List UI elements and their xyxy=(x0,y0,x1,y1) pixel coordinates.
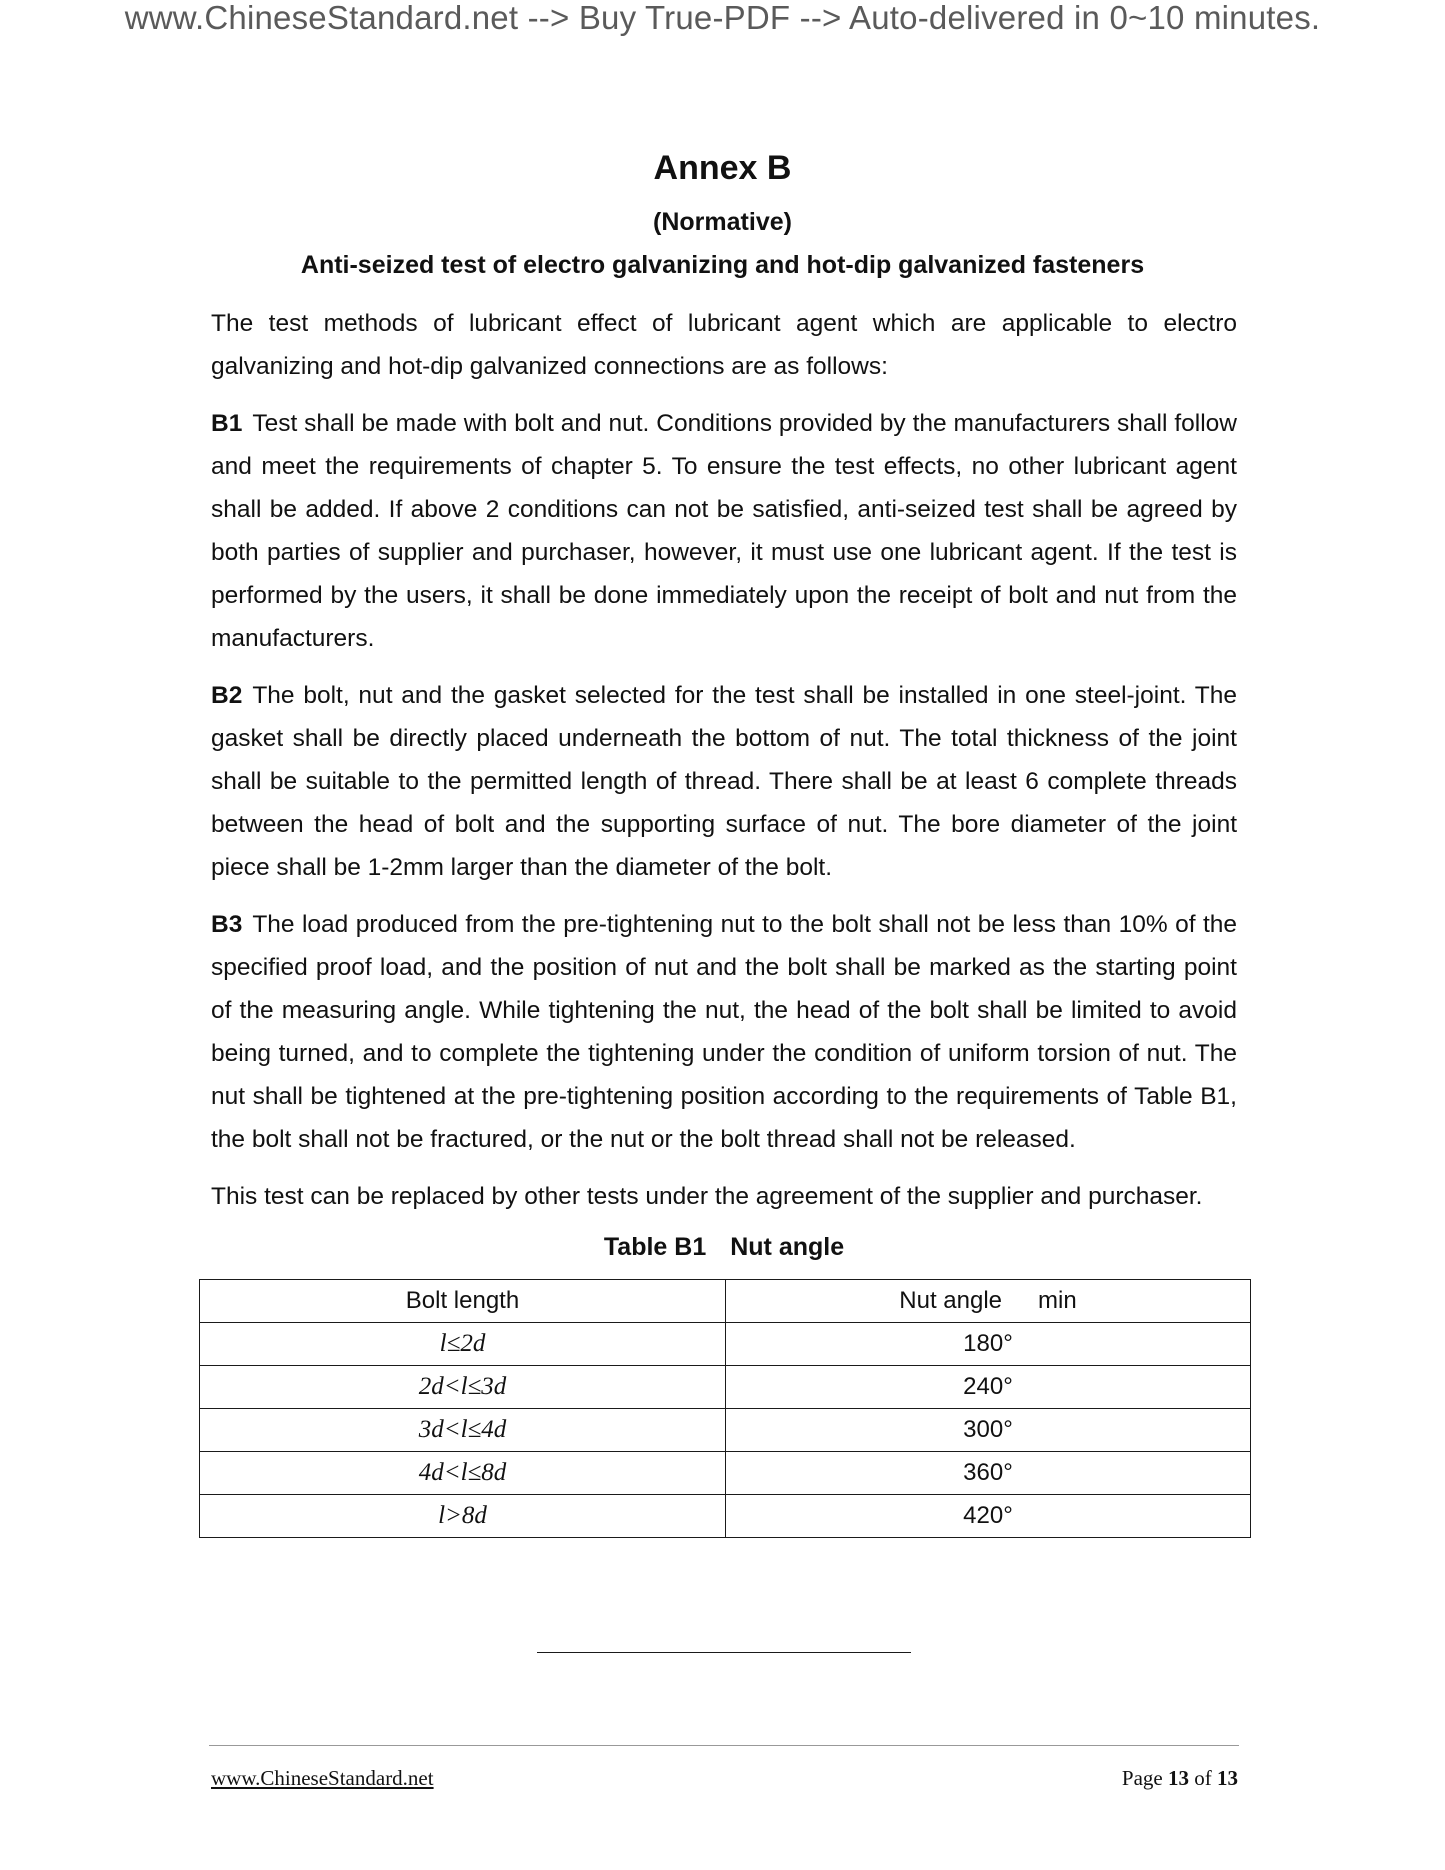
table-caption xyxy=(211,1232,1237,1262)
page-of: of xyxy=(1194,1766,1212,1790)
page-number xyxy=(1122,1766,1238,1791)
bolt-length-cell: 4d<l≤8d xyxy=(200,1452,726,1495)
page-total: 13 xyxy=(1217,1766,1238,1790)
closing-paragraph: This test can be replaced by other tests under the agreement of the supplier and purchaser. xyxy=(211,1183,1203,1210)
table-name: Nut angle xyxy=(730,1233,845,1261)
table-row xyxy=(200,1409,1251,1452)
promo-banner[interactable]: www.ChineseStandard.net --> Buy True-PDF --> Auto-delivered in 0~10 minutes. xyxy=(124,0,1321,36)
clause-b1 xyxy=(211,402,1237,660)
table-header-row xyxy=(200,1280,1251,1323)
header-bolt-length: Bolt length xyxy=(200,1280,726,1323)
bolt-length-cell: 3d<l≤4d xyxy=(200,1409,726,1452)
annex-body xyxy=(211,302,1237,1274)
clause-b3 xyxy=(211,903,1237,1161)
header-unit: min xyxy=(1038,1287,1077,1314)
page-prefix: Page xyxy=(1121,1766,1163,1790)
nut-angle-cell: 360° xyxy=(726,1452,1251,1495)
footer-divider xyxy=(209,1745,1239,1746)
page-current: 13 xyxy=(1168,1766,1189,1790)
nut-angle-cell: 420° xyxy=(726,1495,1251,1538)
clause-number: B3 xyxy=(211,911,243,938)
annex-heading: Anti-seized test of electro galvanizing and hot-dip galvanized fasteners xyxy=(300,251,1145,279)
table-row xyxy=(200,1452,1251,1495)
annex-title: Annex B xyxy=(653,149,792,187)
end-of-annex-rule xyxy=(537,1652,911,1653)
clause-text: Test shall be made with bolt and nut. Conditions provided by the manufacturers shall follow and meet the requirements of chapter 5. To ensure the test effects, no other lubricant agent shall be added. If above 2 conditions can not be satisfied, anti-seized test shall be agreed by both parties of supplier and purchaser, however, it must use one lubricant agent. If the test is performed by the users, it shall be done immediately upon the receipt of bolt and nut from the manufacturers. xyxy=(211,410,1237,652)
nut-angle-table xyxy=(199,1279,1251,1538)
table-row xyxy=(200,1495,1251,1538)
nut-angle-cell: 300° xyxy=(726,1409,1251,1452)
nut-angle-cell: 240° xyxy=(726,1366,1251,1409)
table-number: Table B1 xyxy=(603,1233,707,1261)
header-nut-angle xyxy=(726,1280,1251,1323)
table-row xyxy=(200,1366,1251,1409)
bolt-length-cell: l>8d xyxy=(200,1495,726,1538)
bolt-length-cell: 2d<l≤3d xyxy=(200,1366,726,1409)
clause-b2 xyxy=(211,674,1237,889)
footer-site-link[interactable]: www.ChineseStandard.net xyxy=(211,1766,434,1790)
header-nut-angle-label: Nut angle xyxy=(899,1287,1003,1314)
annex-type: (Normative) xyxy=(653,208,792,236)
intro-paragraph: The test methods of lubricant effect of lubricant agent which are applicable to electro galvanizing and hot-dip galvanized connections are as follows: xyxy=(211,310,1237,380)
bolt-length-cell: l≤2d xyxy=(200,1323,726,1366)
nut-angle-cell: 180° xyxy=(726,1323,1251,1366)
table-row xyxy=(200,1323,1251,1366)
clause-text: The load produced from the pre-tightening nut to the bolt shall not be less than 10% of the specified proof load, and the position of nut and the bolt shall be marked as the starting point of the measuring angle. While tightening the nut, the head of the bolt shall be limited to avoid being turned, and to complete the tightening under the condition of uniform torsion of nut. The nut shall be tightened at the pre-tightening position according to the requirements of Table B1, the bolt shall not be fractured, or the nut or the bolt thread shall not be released. xyxy=(211,911,1237,1153)
clause-number: B2 xyxy=(211,682,243,709)
clause-text: The bolt, nut and the gasket selected for the test shall be installed in one steel-joint. The gasket shall be directly placed underneath the bottom of nut. The total thickness of the joint shall be suitable to the permitted length of thread. There shall be at least 6 complete threads between the head of bolt and the supporting surface of nut. The bore diameter of the joint piece shall be 1-2mm larger than the diameter of the bolt. xyxy=(211,682,1237,881)
clause-number: B1 xyxy=(211,410,243,437)
